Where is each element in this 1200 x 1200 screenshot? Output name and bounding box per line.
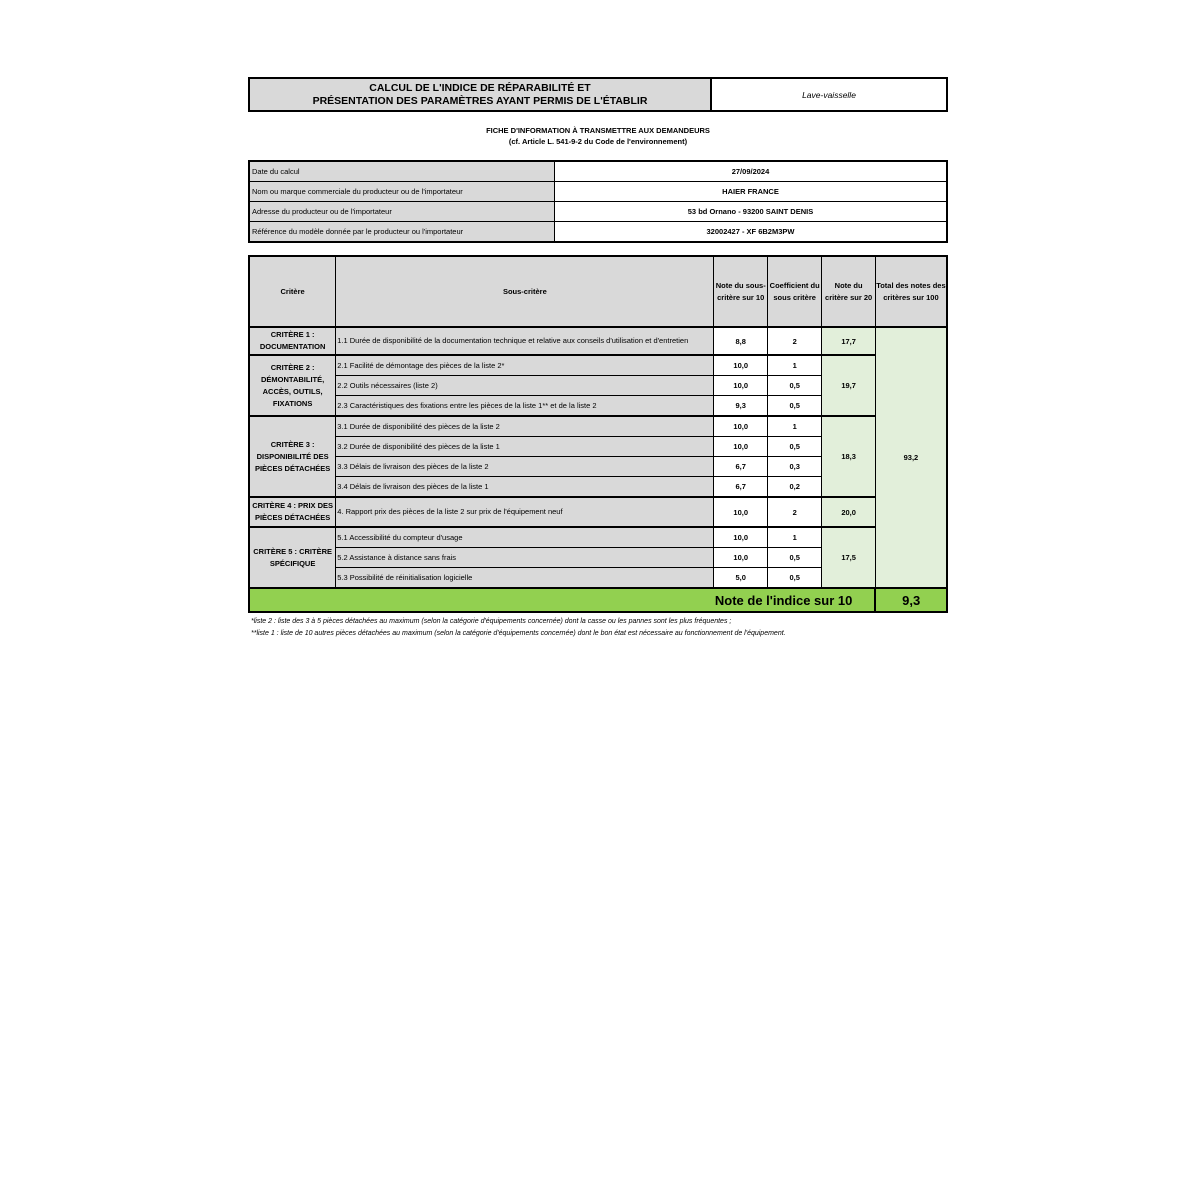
subcriterion-coefficient: 0,5	[767, 548, 821, 568]
subcriterion-coefficient: 0,5	[767, 568, 821, 589]
table-row	[249, 497, 947, 527]
table-row	[249, 327, 947, 355]
criterion-5-name: CRITÈRE 5 : CRITÈRE SPÉCIFIQUE	[249, 527, 336, 588]
final-score-value: 9,3	[875, 588, 947, 612]
subcriterion-coefficient: 2	[767, 497, 821, 527]
subcriterion-note: 10,0	[714, 527, 767, 548]
info-row	[249, 161, 947, 182]
subcriterion-coefficient: 2	[767, 327, 821, 355]
subcriterion-coefficient: 0,5	[767, 376, 821, 396]
info-label: Nom ou marque commerciale du producteur ou de l'importateur	[249, 182, 555, 202]
footnote-list-2: *liste 2 : liste des 3 à 5 pièces détachées au maximum (selon la catégorie d'équipements concernée) dont la casse ou les pannes sont les plus fréquentes ;	[251, 618, 732, 625]
subcriterion-label: 3.3 Délais de livraison des pièces de la liste 2	[336, 457, 714, 477]
criteria-table	[248, 255, 948, 613]
subcriterion-note: 10,0	[714, 376, 767, 396]
subtitle-line-2: (cf. Article L. 541-9-2 du Code de l'environnement)	[508, 137, 688, 146]
total-score-100: 93,2	[875, 327, 947, 588]
info-value: 27/09/2024	[555, 161, 948, 182]
subcriterion-note: 5,0	[714, 568, 767, 589]
col-header-total: Total des notes des critères sur 100	[875, 256, 947, 327]
subcriterion-coefficient: 1	[767, 416, 821, 437]
subcriterion-coefficient: 0,5	[767, 396, 821, 417]
criterion-5-score: 17,5	[822, 527, 875, 588]
info-value: 32002427 - XF 6B2M3PW	[555, 222, 948, 243]
col-header-sous-critere: Sous-critère	[336, 256, 714, 327]
header-table	[248, 77, 948, 112]
subcriterion-label: 2.2 Outils nécessaires (liste 2)	[336, 376, 714, 396]
subcriterion-coefficient: 1	[767, 355, 821, 376]
table-header-row	[249, 256, 947, 327]
criterion-2-score: 19,7	[822, 355, 875, 416]
subcriterion-note: 10,0	[714, 355, 767, 376]
subcriterion-note: 8,8	[714, 327, 767, 355]
footnotes	[251, 616, 948, 640]
subcriterion-note: 10,0	[714, 548, 767, 568]
document-title	[249, 78, 711, 111]
table-row	[249, 416, 947, 437]
product-type: Lave-vaisselle	[711, 78, 947, 111]
subcriterion-coefficient: 0,2	[767, 477, 821, 498]
title-line-1: CALCUL DE L'INDICE DE RÉPARABILITÉ ET	[369, 81, 591, 94]
subcriterion-label: 4. Rapport prix des pièces de la liste 2 sur prix de l'équipement neuf	[336, 497, 714, 527]
criterion-4-name: CRITÈRE 4 : PRIX DES PIÈCES DÉTACHÉES	[249, 497, 336, 527]
subtitle	[248, 125, 948, 147]
subcriterion-label: 5.2 Assistance à distance sans frais	[336, 548, 714, 568]
subcriterion-label: 3.4 Délais de livraison des pièces de la liste 1	[336, 477, 714, 498]
subcriterion-coefficient: 1	[767, 527, 821, 548]
info-value: HAIER FRANCE	[555, 182, 948, 202]
subcriterion-coefficient: 0,3	[767, 457, 821, 477]
table-row	[249, 527, 947, 548]
info-label: Référence du modèle donnée par le producteur ou l'importateur	[249, 222, 555, 243]
subcriterion-note: 10,0	[714, 497, 767, 527]
subcriterion-label: 5.1 Accessibilité du compteur d'usage	[336, 527, 714, 548]
subcriterion-note: 10,0	[714, 437, 767, 457]
criterion-1-score: 17,7	[822, 327, 875, 355]
subcriterion-label: 5.3 Possibilité de réinitialisation logicielle	[336, 568, 714, 589]
subcriterion-note: 6,7	[714, 457, 767, 477]
criterion-3-score: 18,3	[822, 416, 875, 497]
info-label: Adresse du producteur ou de l'importateur	[249, 202, 555, 222]
subcriterion-label: 2.3 Caractéristiques des fixations entre les pièces de la liste 1** et de la liste 2	[336, 396, 714, 417]
criterion-1-name: CRITÈRE 1 : DOCUMENTATION	[249, 327, 336, 355]
info-value: 53 bd Ornano - 93200 SAINT DENIS	[555, 202, 948, 222]
info-row	[249, 222, 947, 243]
info-table	[248, 160, 948, 243]
final-score-label: Note de l'indice sur 10	[249, 588, 875, 612]
subcriterion-note: 10,0	[714, 416, 767, 437]
footnote-list-1: **liste 1 : liste de 10 autres pièces détachées au maximum (selon la catégorie d'équipements concernée) dont le bon état est nécessaire au fonctionnement de l'équipement.	[251, 630, 786, 637]
criterion-4-score: 20,0	[822, 497, 875, 527]
subcriterion-label: 3.2 Durée de disponibilité des pièces de la liste 1	[336, 437, 714, 457]
subcriterion-label: 1.1 Durée de disponibilité de la documentation technique et relative aux conseils d'utilisation et d'entretien	[336, 327, 714, 355]
subcriterion-label: 2.1 Facilité de démontage des pièces de la liste 2*	[336, 355, 714, 376]
info-label: Date du calcul	[249, 161, 555, 182]
subcriterion-coefficient: 0,5	[767, 437, 821, 457]
col-header-critere: Critère	[249, 256, 336, 327]
col-header-note-critere: Note du critère sur 20	[822, 256, 875, 327]
title-line-2: PRÉSENTATION DES PARAMÈTRES AYANT PERMIS DE L'ÉTABLIR	[312, 94, 648, 107]
subtitle-line-1: FICHE D'INFORMATION À TRANSMETTRE AUX DEMANDEURS	[486, 126, 710, 135]
criterion-2-name: CRITÈRE 2 : DÉMONTABILITÉ, ACCÈS, OUTILS, FIXATIONS	[249, 355, 336, 416]
subcriterion-note: 6,7	[714, 477, 767, 498]
subcriterion-label: 3.1 Durée de disponibilité des pièces de la liste 2	[336, 416, 714, 437]
criterion-3-name: CRITÈRE 3 : DISPONIBILITÉ DES PIÈCES DÉTACHÉES	[249, 416, 336, 497]
col-header-coefficient: Coefficient du sous critère	[767, 256, 821, 327]
subcriterion-note: 9,3	[714, 396, 767, 417]
repairability-sheet	[248, 77, 948, 640]
final-score-row	[249, 588, 947, 612]
info-row	[249, 182, 947, 202]
col-header-note-sous-critere: Note du sous-critère sur 10	[714, 256, 767, 327]
info-row	[249, 202, 947, 222]
table-row	[249, 355, 947, 376]
